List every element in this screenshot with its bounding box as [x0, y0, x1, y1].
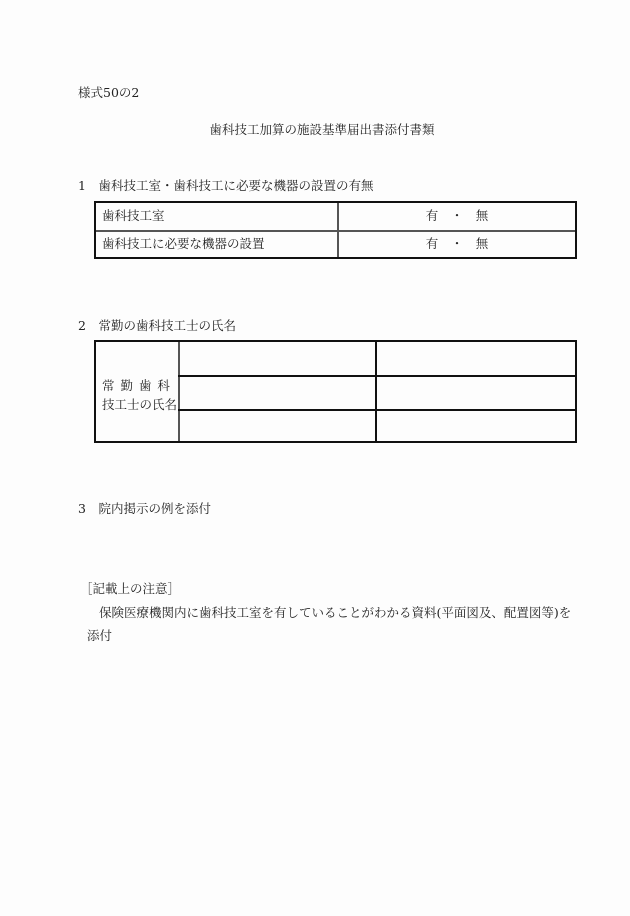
label-line1: 常 勤 歯 科 [102, 378, 171, 393]
row-label: 歯科技工に必要な機器の設置 [102, 236, 265, 251]
section3-heading: 3 院内掲示の例を添付 [78, 501, 211, 516]
notes-line2: 添付 [87, 628, 113, 643]
name-cell[interactable] [378, 342, 575, 375]
name-cell[interactable] [378, 411, 575, 441]
document-title: 歯科技工加算の施設基準届出書添付書類 [209, 122, 435, 137]
name-cell[interactable] [180, 342, 375, 375]
name-cell[interactable] [180, 377, 375, 409]
section2-heading: 2 常勤の歯科技工士の氏名 [78, 318, 236, 333]
choice-field[interactable]: 有 ・ 無 [425, 236, 489, 251]
name-cell[interactable] [378, 377, 575, 409]
section1-heading: 1 歯科技工室・歯科技工に必要な機器の設置の有無 [78, 178, 374, 193]
row-label: 歯科技工室 [102, 208, 165, 223]
name-cell[interactable] [180, 411, 375, 441]
equipment-table [94, 201, 577, 259]
notes-heading: ［記載上の注意］ [80, 581, 181, 596]
choice-field[interactable]: 有 ・ 無 [425, 208, 489, 223]
form-number: 様式50の2 [78, 85, 140, 100]
label-line2: 技工士の氏名 [102, 397, 178, 412]
technician-table [94, 340, 577, 443]
notes-line1: 保険医療機関内に歯科技工室を有していることがわかる資料(平面図及、配置図等)を [99, 605, 572, 620]
